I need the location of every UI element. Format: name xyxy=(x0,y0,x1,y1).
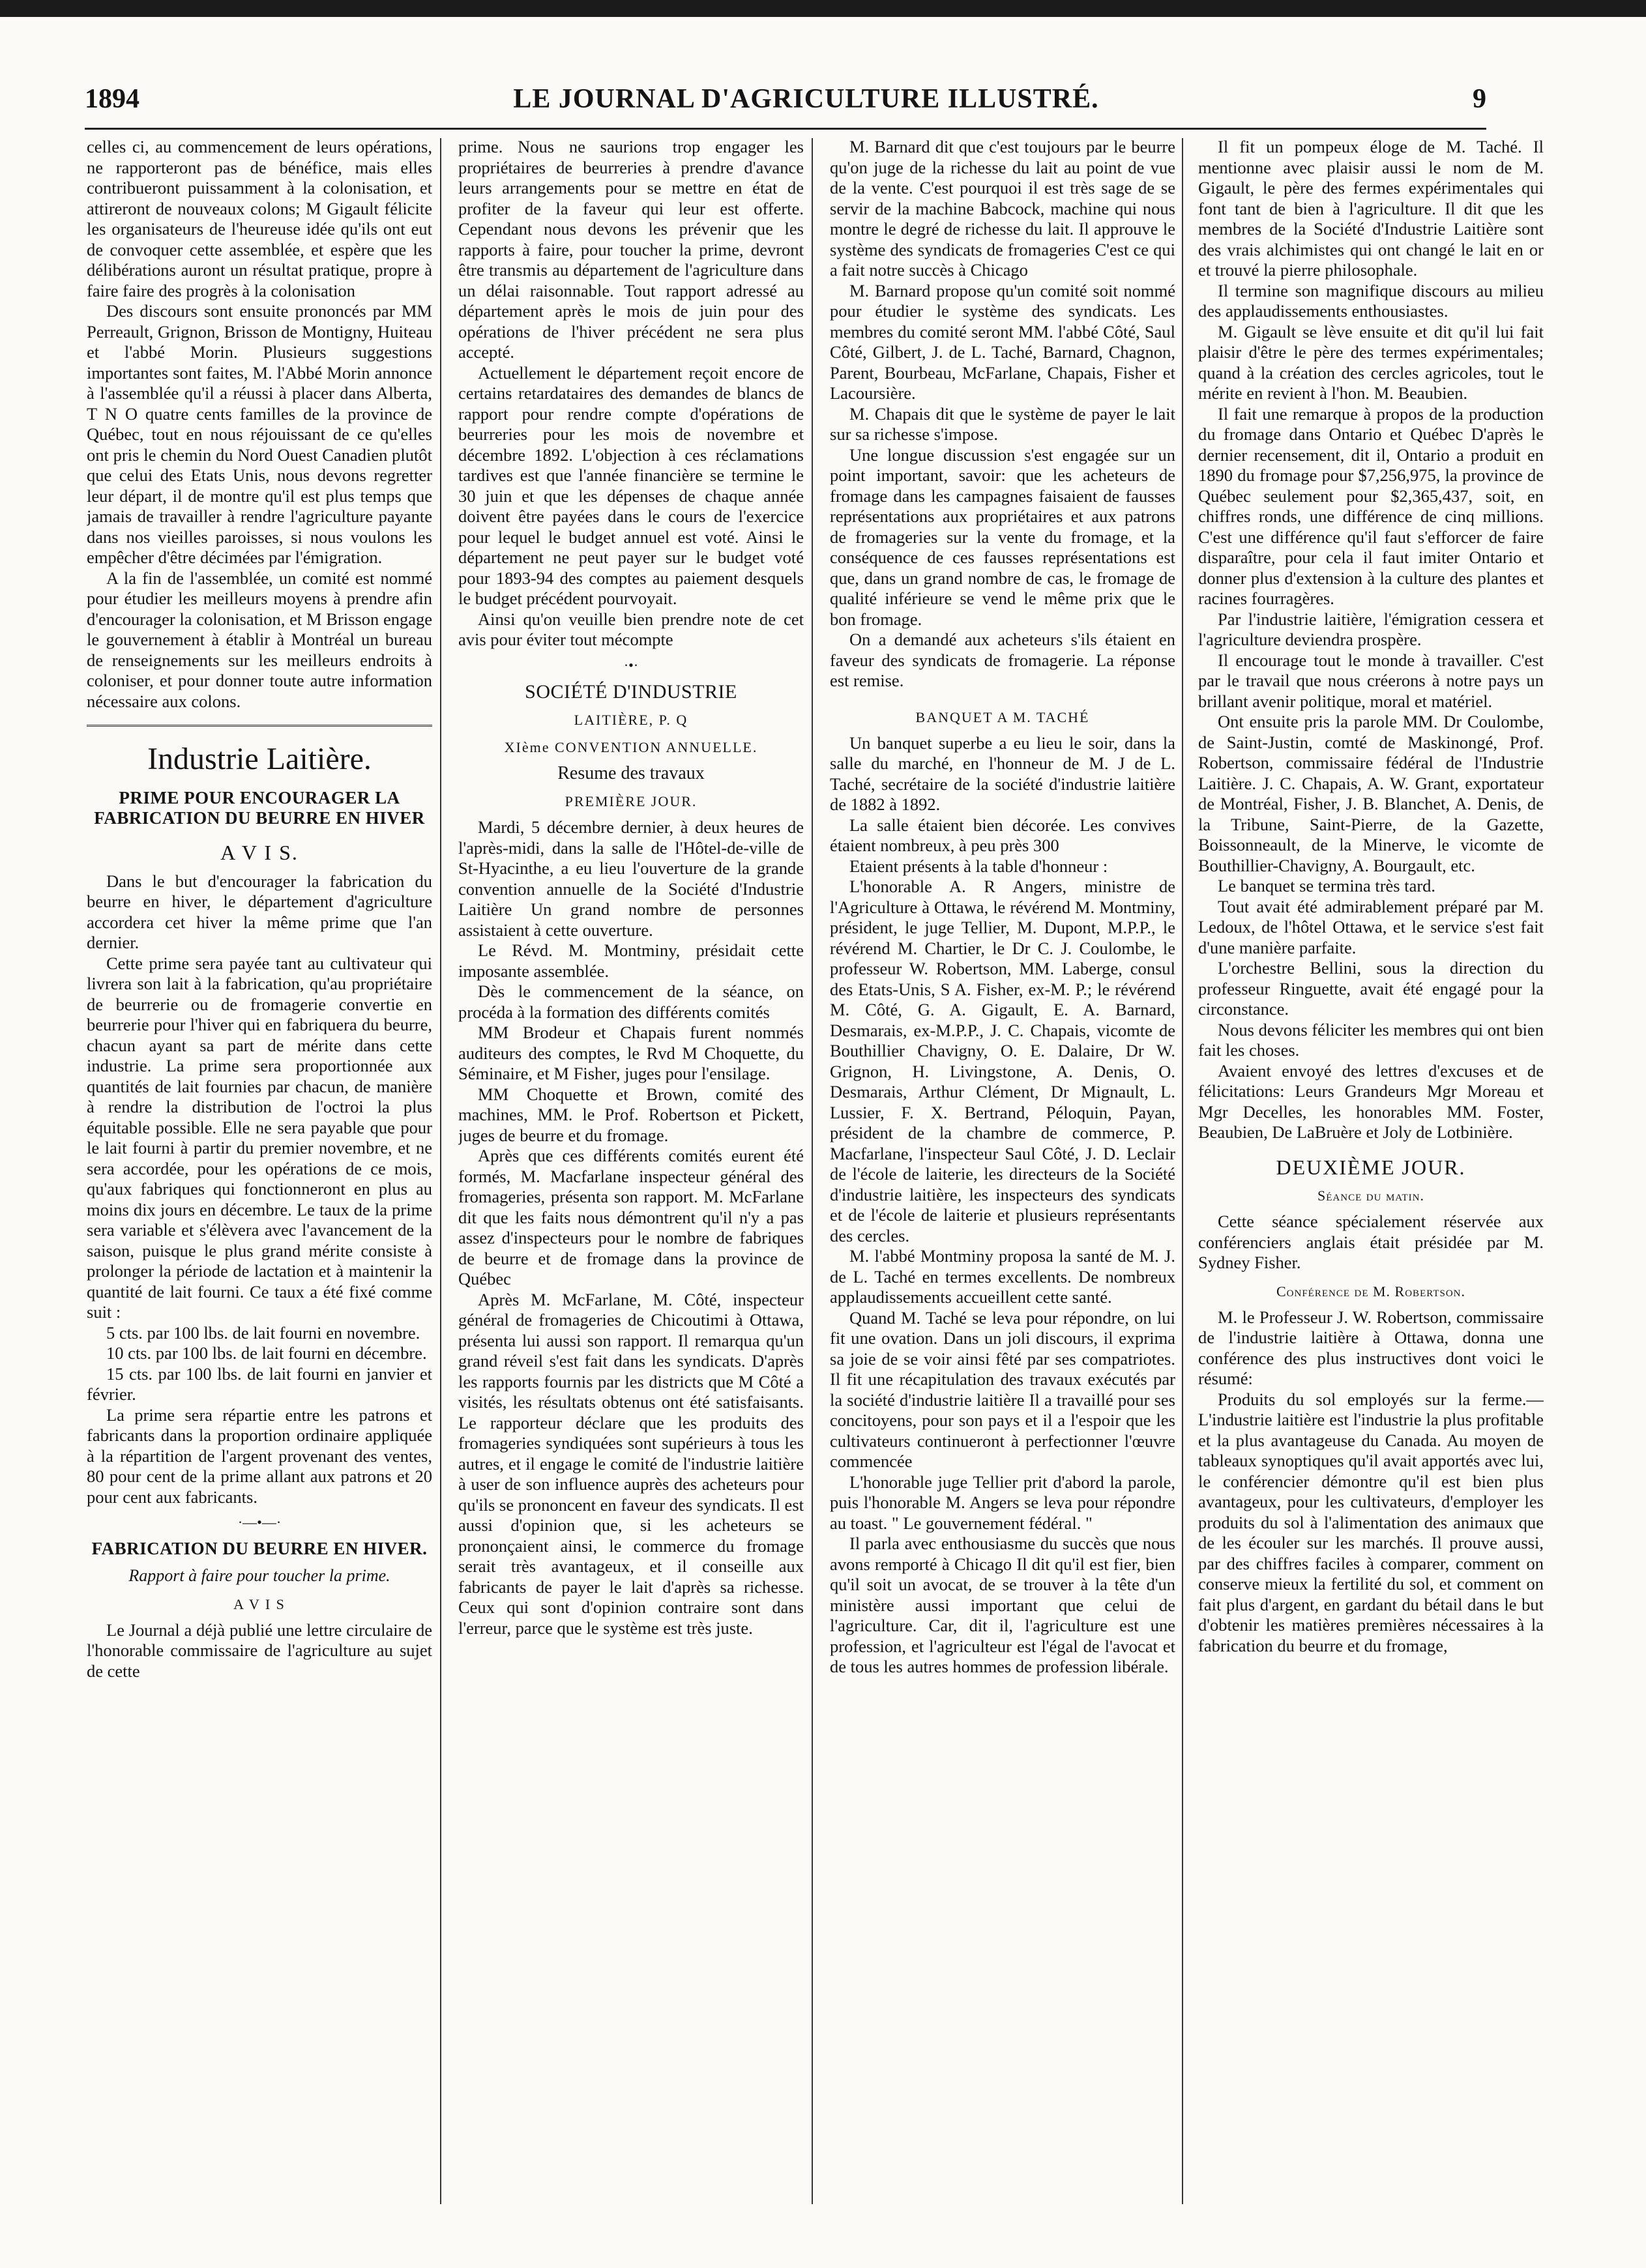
paragraph: Ainsi qu'on veuille bien prendre note de cet avis pour éviter tout mécompte xyxy=(458,609,804,649)
paragraph: A la fin de l'assemblée, un comité est nommé pour étudier les meilleurs moyens à prendre afin d'encourager la colonisation, et M Brisson engage le gouvernement à établir à Montréal un bureau de renseignements sur les meilleurs endroits à coloniser, et pour donner toute autre information nécessaire aux colons. xyxy=(87,568,432,711)
paragraph: Mardi, 5 décembre dernier, à deux heures de l'après-midi, dans la salle de l'Hôtel-de-ville de St-Hyacinthe, a eu lieu l'ouverture de la grande convention annuelle de la Société d'Industrie Laitière Un grand nombre de personnes assistaient à cette ouverture. xyxy=(458,817,804,940)
article-heading: FABRICATION DU BEURRE EN HIVER. xyxy=(91,1539,428,1558)
paragraph: Dès le commencement de la séance, on procéda à la formation des différents comités xyxy=(458,981,804,1022)
paragraph: M. Barnard dit que c'est toujours par le beurre qu'on juge de la richesse du lait au point de vue de la vente. C'est pourquoi il est très sage de se servir de la machine Babcock, machine qui nous montre le degré de richesse du lait. Il approuve le système des syndicats de fromageries C'est ce qui a fait notre succès à Chicago xyxy=(830,137,1175,280)
paragraph: M. Barnard propose qu'un comité soit nommé pour étudier le système des syndicats. Les membres du comité seront MM. l'abbé Côté, Saul Côté, Gilbert, J. de L. Taché, Barnard, Chagnon, Parent, Bourbeau, McFarlane, Chapais, Fisher et Lacoursière. xyxy=(830,280,1175,403)
article-subheading: Rapport à faire pour toucher la prime. xyxy=(128,1566,390,1585)
society-subtitle: LAITIÈRE, P. Q xyxy=(574,711,688,728)
paragraph: Tout avait été admirablement préparé par M. Ledoux, de l'hôtel Ottawa, et le service s'est fait d'une manière parfaite. xyxy=(1198,896,1544,957)
paragraph: Après M. McFarlane, M. Côté, inspecteur général de fromageries de Chicoutimi à Ottawa, présenta lui aussi son rapport. Il remarqua qu'un grand réveil s'est fait dans les syndicats. D'après les rapports fournis par les districts que M Côté a visités, les résultats obtenus ont été satisfaisants. Le rapporteur déclare que les produits des fromageries syndiquées sont supérieurs à tous les autres, et il engage le comité de l'industrie laitière à user de son influence auprès des acheteurs pour qu'ils se prononcent en faveur des syndicats. Il est aussi d'opinion que, si les acheteurs se prononçaient ainsi, le commerce du fromage serait très avantageux, et il conseille aux fabricants de payer le lait d'après sa richesse. Ceux qui sont d'opinion contraire sont dans l'erreur, parce que le système est très juste. xyxy=(458,1289,804,1638)
paragraph: Dans le but d'encourager la fabrication du beurre en hiver, le département d'agriculture accordera cet hiver la même prime que l'an dernier. xyxy=(87,871,432,952)
conference-heading: Conférence de M. Robertson. xyxy=(1276,1283,1465,1300)
page-number: 9 xyxy=(1472,84,1486,114)
top-border xyxy=(0,0,1646,17)
paragraph: M. l'abbé Montminy proposa la santé de M. J. de L. Taché en termes excellents. De nombreux applaudissements accueillent cette santé. xyxy=(830,1246,1175,1307)
paragraph: Il termine son magnifique discours au milieu des applaudissements enthousiastes. xyxy=(1198,280,1544,321)
paragraph: M. Chapais dit que le système de payer le lait sur sa richesse s'impose. xyxy=(830,403,1175,444)
society-title: SOCIÉTÉ D'INDUSTRIE xyxy=(525,680,737,703)
header-rule xyxy=(85,128,1486,130)
paragraph: L'orchestre Bellini, sous la direction du professeur Ringuette, avait été engagé pour la circonstance. xyxy=(1198,958,1544,1019)
paragraph: Un banquet superbe a eu lieu le soir, dans la salle du marché, en l'honneur de M. J de L. Taché, secrétaire de la société d'industrie laitière de 1882 à 1892. xyxy=(830,733,1175,814)
paragraph: prime. Nous ne saurions trop engager les propriétaires de beurreries à prendre d'avance leurs arrangements pour se mettre en état de profiter de la faveur qui leur est offerte. Cependant nous devons les prévenir que les rapports à faire, pour toucher la prime, devront être transmis au département de l'agriculture dans un délai raisonnable. Tout rapport adressé au département après le mois de juin pour des opérations de l'hiver précédent ne sera plus accepté. xyxy=(458,137,804,362)
banquet-heading: BANQUET A M. TACHÉ xyxy=(915,708,1090,725)
paragraph: Etaient présents à la table d'honneur : xyxy=(849,856,1108,876)
paragraph: M. le Professeur J. W. Robertson, commissaire de l'industrie laitière à Ottawa, donna une conférence des plus instructives dont voici le résumé: xyxy=(1198,1307,1544,1388)
journal-title: LE JOURNAL D'AGRICULTURE ILLUSTRÉ. xyxy=(513,84,1099,114)
notice-heading: A V I S. xyxy=(220,841,299,864)
column-4 xyxy=(1198,137,1544,2209)
section-title: Industrie Laitière. xyxy=(147,742,372,776)
paragraph: Quand M. Taché se leva pour répondre, on lui fit une ovation. Dans un joli discours, il exprima sa joie de se voir ainsi fêté par ses compatriotes. Il fit une récapitulation des travaux exécutés par la société d'industrie laitière Il a travaillé pour ses concitoyens, pour son pays et il a l'espoir que les cultivateurs continueront à perfectionner l'œuvre commencée xyxy=(830,1307,1175,1471)
day-heading: DEUXIÈME JOUR. xyxy=(1276,1155,1466,1179)
rate-item: 10 cts. par 100 lbs. de lait fourni en décembre. xyxy=(106,1343,427,1363)
session-heading: Séance du matin. xyxy=(1317,1187,1424,1204)
paragraph: Avaient envoyé des lettres d'excuses et de félicitations: Leurs Grandeurs Mgr Moreau et Mgr Decelles, les honorables MM. Foster, Beaubien, De LaBruère et Joly de Lotbinière. xyxy=(1198,1060,1544,1142)
paragraph: Par l'industrie laitière, l'émigration cessera et l'agriculture deviendra prospère. xyxy=(1198,609,1544,649)
paragraph: Il fit un pompeux éloge de M. Taché. Il mentionne avec plaisir aussi le nom de M. Gigault, le père des fermes expérimentales qui font tant de bien à l'agriculture. Il dit que les membres de la Société d'Industrie Laitière sont des vrais alchimistes qui ont changé le lait en or et trouvé la pierre philosophale. xyxy=(1198,137,1544,280)
notice-heading: A V I S xyxy=(233,1595,286,1612)
paragraph: Le banquet se termina très tard. xyxy=(1218,876,1436,895)
paragraph: Il fait une remarque à propos de la production du fromage dans Ontario et Québec D'après le dernier recensement, dit il, Ontario a produit en 1890 du fromage pour $7,256,975, la province de Québec seulement pour $2,365,437, soit, en chiffres ronds, une différence de cinq millions. C'est une différence qu'il faut s'efforcer de faire disparaître, pour cela il faut imiter Ontario et donner plus d'extension à la culture des plantes et racines fourragères. xyxy=(1198,403,1544,608)
paragraph: Après que ces différents comités eurent été formés, M. Macfarlane inspecteur général des fromageries, présenta son rapport. M. McFarlane dit que les faits nous démontrent qu'il n'y a pas assez d'inspecteurs pour le nombre de fabriques de beurre et de fromage dans la province de Québec xyxy=(458,1146,804,1288)
paragraph: celles ci, au commencement de leurs opérations, ne rapporteront pas de bénéfice, mais elles contribueront puissamment à la colonisation, et attireront de nouveaux colons; M Gigault félicite les organisateurs de l'heureuse idée qu'ils ont eut de convoquer cette assemblée, et espère que les délibérations auront un résultat pratique, propre à faire faire des progrès à la colonisation xyxy=(87,137,432,300)
paragraph: Actuellement le département reçoit encore de certains retardataires des demandes de blancs de rapport pour rendre compte d'opérations de beurreries pour les mois de novembre et décembre 1892. L'objection à ces réclamations tardives est que l'année financière se termine le 30 juin et que les dépenses de chaque année doivent être payées dans le cours de l'exercice pour lequel le budget annuel est voté. Ainsi le département ne peut payer sur le budget voté pour 1893-94 des comptes au paiement desquels le budget précédent pourvoyait. xyxy=(458,362,804,608)
paragraph: Il encourage tout le monde à travailler. C'est par le travail que nous créerons à notre pays un brillant avenir politique, moral et matériel. xyxy=(1198,650,1544,711)
section-divider xyxy=(87,725,432,727)
paragraph: Cette séance spécialement réservée aux conférenciers anglais était présidée par M. Sydney Fisher. xyxy=(1198,1212,1544,1272)
paragraph: Nous devons féliciter les membres qui ont bien fait les choses. xyxy=(1198,1019,1544,1060)
column-rule-2 xyxy=(812,138,813,2204)
column-2 xyxy=(458,137,804,2209)
ornament: ·•· xyxy=(623,656,639,673)
paragraph: Produits du sol employés sur la ferme.— L'industrie laitière est l'industrie la plus profitable et la plus avantageuse du Canada. Au moyen de tableaux synoptiques qu'il avait apportés avec lui, le conférencier démontre qu'il est bien plus avantageux, pour les cultivateurs, d'employer les produits du sol à l'alimentation des animaux que de les écouler sur les marchés. Il prouve aussi, par des chiffres faciles à comparer, comment on conserve mieux la fertilité du sol, et comment on fait plus d'argent, en gardant du bétail dans le but d'obtenir les matières premières nécessaires à la fabrication du beurre et du fromage, xyxy=(1198,1389,1544,1655)
column-rule-3 xyxy=(1182,138,1183,2204)
paragraph: La prime sera répartie entre les patrons et fabricants dans la proportion ordinaire appliquée à la répartition de l'argent provenant des ventes, 80 pour cent de la prime allant aux patrons et 20 pour cent aux fabricants. xyxy=(87,1404,432,1507)
paragraph: Une longue discussion s'est engagée sur un point important, savoir: que les acheteurs de fromage dans les campagnes faisaient de fausses représentations aux propriétaires et aux patrons de fromageries sur la vente du fromage, et la conséquence de ces fausses représentations est que, dans un grand nombre de cas, le fromage de qualité inférieure se vend le même prix que le bon fromage. xyxy=(830,444,1175,629)
column-rule-1 xyxy=(440,138,441,2204)
paragraph: Des discours sont ensuite prononcés par MM Perreault, Grignon, Brisson de Montigny, Huiteau et l'abbé Morin. Plusieurs suggestions importantes sont faites, M. l'Abbé Morin annonce à l'assemblée qu'il a réussi à placer dans Alberta, T N O quatre cents familles de la province de Québec, tout en nous réjouissant de ce qu'elles ont pris le chemin du Nord Ouest Canadien plutôt que celui des Etats Unis, nous devons regretter leur départ, il de montre qu'il est plus temps que jamais de travailler à rendre l'agriculture payante dans nos vieilles paroisses, si nous voulons les empêcher d'être décimées par l'émigration. xyxy=(87,301,432,567)
paragraph: Il parla avec enthousiasme du succès que nous avons remporté à Chicago Il dit qu'il est fier, bien qu'il soit un avocat, de se trouver à la tête d'un ministère aussi important que celui de l'agriculture. Car, dit il, l'agriculture est une profession, et l'agriculteur est l'égal de l'avocat et de tous les autres hommes de profession libérale. xyxy=(830,1534,1175,1676)
summary-heading: Resume des travaux xyxy=(557,763,705,783)
rate-item: 5 cts. par 100 lbs. de lait fourni en novembre. xyxy=(106,1322,420,1343)
day-heading: PREMIÈRE JOUR. xyxy=(565,793,698,809)
paragraph: Ont ensuite pris la parole MM. Dr Coulombe, de Saint-Justin, comté de Maskinongé, Prof. Robertson, commissaire fédéral de l'Industrie Laitière. J. C. Chapais, A. W. Grant, exportateur de Montréal, Fisher, J. B. Blanchet, A. Denis, de la Tribune, Saint-Pierre, de la Gazette, Boissonneault, de la Minerve, le vicomte de Bouthillier-Chavigny, A. Bourgault, etc. xyxy=(1198,712,1544,875)
paragraph: M. Gigault se lève ensuite et dit qu'il lui fait plaisir d'être le père des termes expérimentales; quand à la création des cercles agricoles, tout le mérite en revient à l'hon. M. Beaubien. xyxy=(1198,321,1544,403)
paragraph: Le Révd. M. Montminy, présidait cette imposante assemblée. xyxy=(458,940,804,981)
column-3 xyxy=(830,137,1175,2209)
paragraph: L'honorable A. R Angers, ministre de l'Agriculture à Ottawa, le révérend M. Montminy, président, le juge Tellier, M. Dupont, M.P.P., le révérend M. Chartier, le Dr C. J. Coulombe, le professeur W. Robertson, MM. Laberge, consul des Etats-Unis, S A. Fisher, ex-M. P.; le révérend M. Côté, G. A. Gigault, E. A. Barnard, Desmarais, ex-M.P.P., J. C. Chapais, vicomte de Bouthillier Chavigny, O. E. Dalaire, Dr W. Grignon, H. Livingstone, A. Denis, O. Desmarais, Arthur Clément, Dr Mignault, L. Lussier, F. X. Bertrand, Péloquin, Payan, président de la chambre de commerce, P. Macfarlane, l'inspecteur Saul Côté, J. D. Leclair de l'école de laiterie, les directeurs de la Société d'industrie laitière, les inspecteurs des syndicats et de l'école de laiterie et plusieurs représentants des cercles. xyxy=(830,877,1175,1245)
rate-item: 15 cts. par 100 lbs. de lait fourni en janvier et février. xyxy=(87,1363,432,1404)
column-1 xyxy=(87,137,432,2209)
paragraph: MM Choquette et Brown, comité des machines, MM. le Prof. Robertson et Pickett, juges de beurre et du fromage. xyxy=(458,1084,804,1145)
paragraph: La salle étaient bien décorée. Les convives étaient nombreux, à peu près 300 xyxy=(830,815,1175,855)
article-heading: PRIME POUR ENCOURAGER LA FABRICATION DU BEURRE EN HIVER xyxy=(94,788,425,828)
paragraph: On a demandé aux acheteurs s'ils étaient en faveur des syndicats de fromagerie. La réponse est remise. xyxy=(830,630,1175,690)
header-year: 1894 xyxy=(85,84,140,114)
paragraph: MM Brodeur et Chapais furent nommés auditeurs des comptes, le Rvd M Choquette, du Séminaire, et M Fisher, juges pour l'ensilage. xyxy=(458,1023,804,1083)
paragraph: L'honorable juge Tellier prit d'abord la parole, puis l'honorable M. Angers se leva pour répondre au toast. " Le gouvernement fédéral. " xyxy=(830,1472,1175,1533)
ornament: ·—•—· xyxy=(237,1514,282,1530)
paragraph: Le Journal a déjà publié une lettre circulaire de l'honorable commissaire de l'agriculture au sujet de cette xyxy=(87,1620,432,1681)
paragraph: Cette prime sera payée tant au cultivateur qui livrera son lait à la fabrication, qu'au propriétaire de beurrerie ou de fromagerie convertie en beurrerie pour l'hiver qui en fabriquera du beurre, chacun ayant sa part de mérite dans cette industrie. La prime sera proportionnée aux quantités de lait fournies par chacun, de manière à rendre la distribution de l'octroi la plus équitable possible. Elle ne sera payable que pour le lait fourni à partir du premier novembre, et ne sera accordée, pour les opérations de ce mois, qu'aux fabriques qui fonctionneront en plus au moins dix jours en décembre. Le taux de la prime sera variable et s'élèvera avec l'avancement de la saison, puisque le plus grand mérite consiste à prolonger la période de lactation et à maintenir la quantité de lait fourni. Ce taux a été fixé comme suit : xyxy=(87,953,432,1322)
page-header xyxy=(85,83,1486,123)
convention-heading: XIème CONVENTION ANNUELLE. xyxy=(504,738,758,755)
